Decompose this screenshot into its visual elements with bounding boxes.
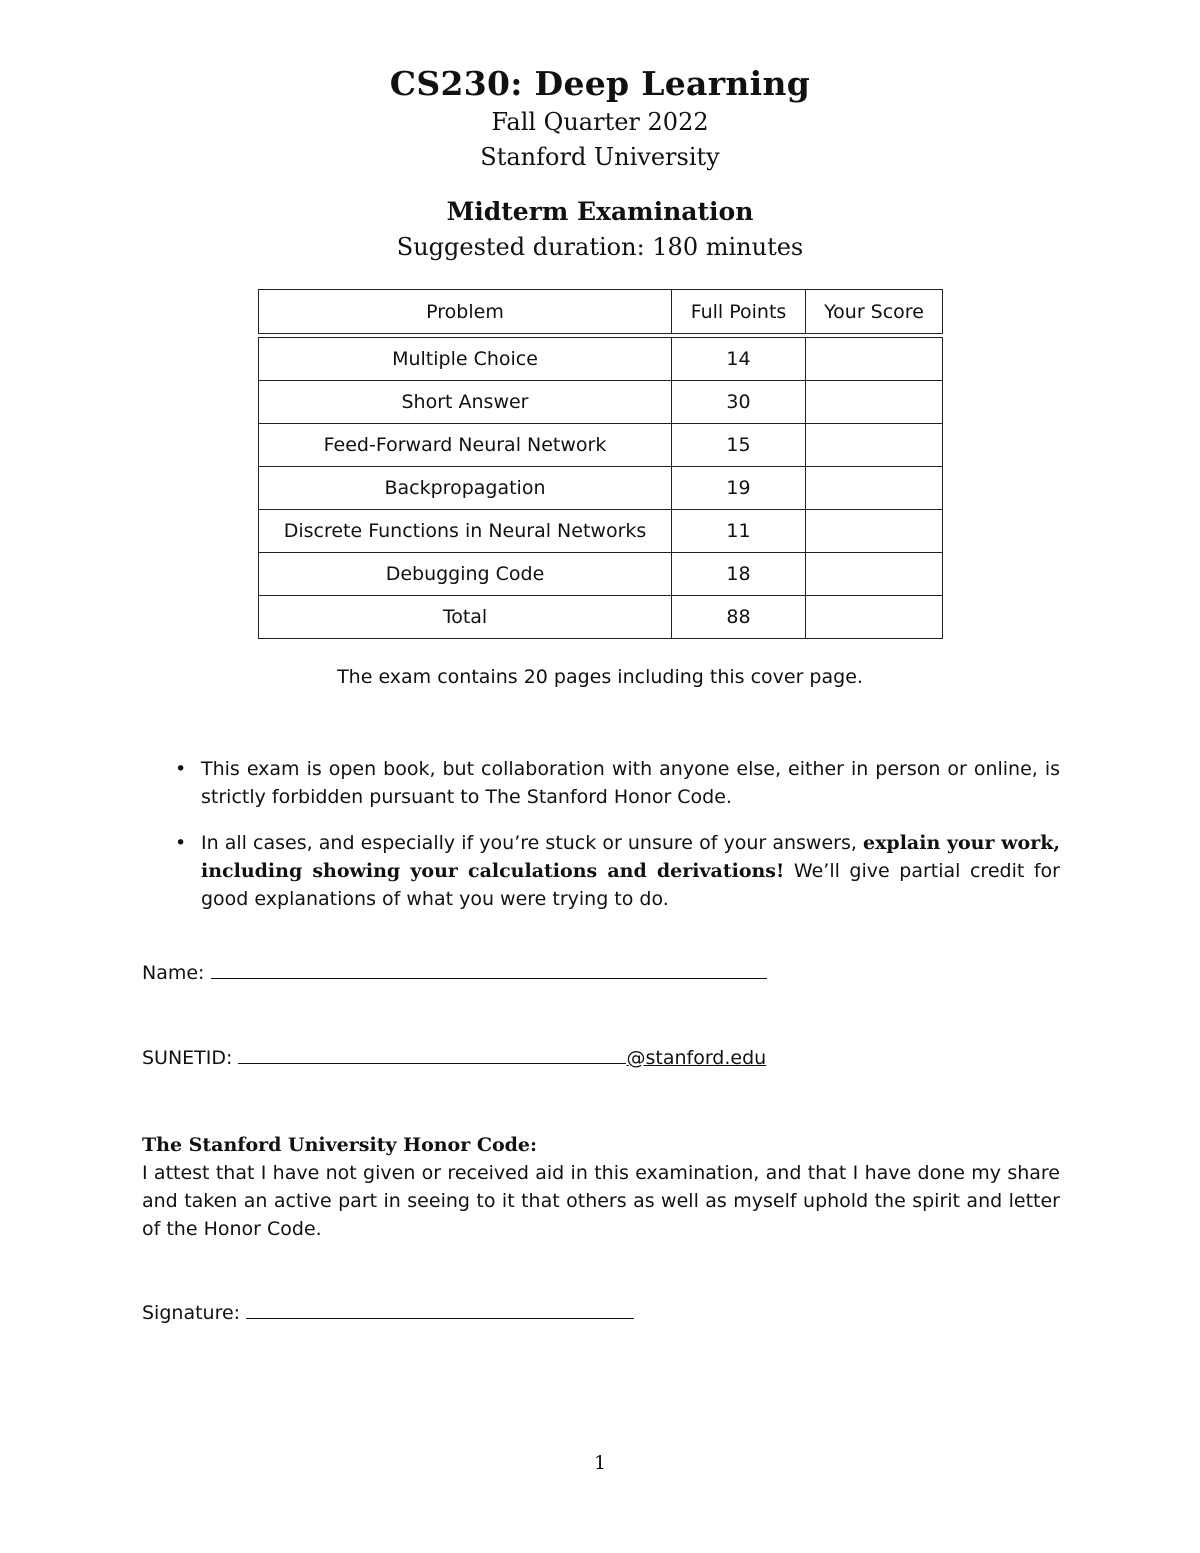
header-full-points: Full Points (672, 290, 806, 334)
list-item (175, 829, 1060, 913)
full-points: 88 (672, 596, 806, 639)
your-score-cell[interactable] (806, 553, 943, 596)
instruction-text: This exam is open book, but collaboration with anyone else, either in person or online, is strictly forbidden pursuant to The Stanford Honor Code. (201, 758, 1060, 808)
table-row-total (259, 596, 943, 639)
problem-name: Total (259, 596, 672, 639)
term: Fall Quarter 2022 (491, 108, 709, 136)
signature-input-line[interactable] (246, 1300, 634, 1319)
full-points: 18 (672, 553, 806, 596)
problem-name: Multiple Choice (259, 338, 672, 381)
full-points: 15 (672, 424, 806, 467)
list-item (175, 755, 1060, 811)
instruction-text: In all cases, and especially if you’re stuck or unsure of your answers, (201, 832, 857, 854)
problem-name: Discrete Functions in Neural Networks (259, 510, 672, 553)
table-row (259, 381, 943, 424)
problem-name: Feed-Forward Neural Network (259, 424, 672, 467)
bullet-icon: • (175, 758, 187, 780)
duration: Suggested duration: 180 minutes (396, 233, 804, 261)
table-row (259, 424, 943, 467)
honor-code (142, 1131, 1060, 1243)
page-number: 1 (593, 1452, 607, 1474)
signature-row (142, 1300, 634, 1324)
problem-name: Short Answer (259, 381, 672, 424)
your-score-cell[interactable] (806, 467, 943, 510)
your-score-cell[interactable] (806, 381, 943, 424)
your-score-cell[interactable] (806, 510, 943, 553)
problem-name: Backpropagation (259, 467, 672, 510)
table-header-row (259, 290, 943, 334)
instruction-emphasis: explain your work, including showing your calculations and derivations! (201, 832, 1060, 882)
instruction-text: We’ll give partial credit for good explanations of what you were trying to do. (201, 860, 1060, 910)
table-row (259, 553, 943, 596)
problem-name: Debugging Code (259, 553, 672, 596)
exam-title: Midterm Examination (446, 197, 754, 226)
name-label: Name: (142, 962, 205, 984)
university: Stanford University (480, 143, 720, 171)
honor-code-text: I attest that I have not given or received aid in this examination, and that I have done my share and taken an active part in seeing to it that others as well as myself uphold the spirit and letter of the Honor Code. (142, 1162, 1060, 1240)
name-input-line[interactable] (211, 960, 767, 979)
table-row (259, 338, 943, 381)
honor-code-heading: The Stanford University Honor Code: (142, 1134, 538, 1156)
full-points: 14 (672, 338, 806, 381)
name-row (142, 960, 767, 984)
bullet-icon: • (175, 832, 187, 854)
table-row (259, 467, 943, 510)
course-title: CS230: Deep Learning (389, 64, 811, 103)
header-your-score: Your Score (806, 290, 943, 334)
table-row (259, 510, 943, 553)
your-score-cell[interactable] (806, 338, 943, 381)
sunetid-row (142, 1045, 766, 1069)
your-score-cell[interactable] (806, 596, 943, 639)
full-points: 30 (672, 381, 806, 424)
instructions-list (175, 755, 1060, 931)
pages-note: The exam contains 20 pages including this cover page. (337, 666, 863, 688)
sunetid-input-line[interactable] (238, 1045, 626, 1064)
full-points: 11 (672, 510, 806, 553)
full-points: 19 (672, 467, 806, 510)
your-score-cell[interactable] (806, 424, 943, 467)
header-problem: Problem (259, 290, 672, 334)
sunetid-domain: @stanford.edu (626, 1047, 767, 1069)
sunetid-label: SUNETID: (142, 1047, 233, 1069)
score-table (258, 289, 942, 639)
signature-label: Signature: (142, 1302, 241, 1324)
